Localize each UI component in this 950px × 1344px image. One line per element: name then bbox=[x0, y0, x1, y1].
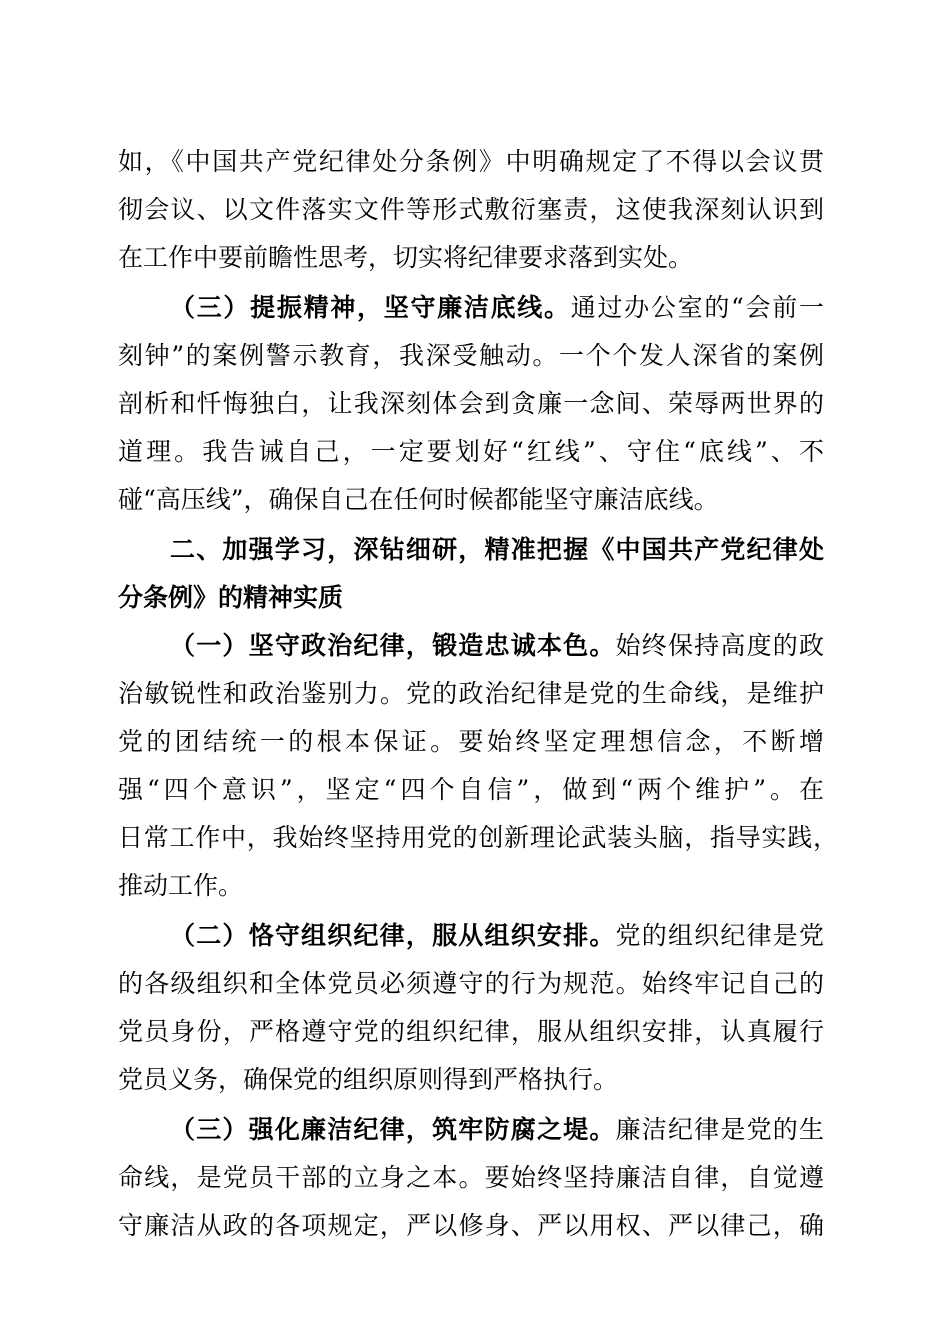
bold-lead: （三）强化廉洁纪律，筑牢防腐之堤。 bbox=[170, 1115, 616, 1144]
text-line: 推动工作。 bbox=[118, 871, 244, 900]
text-line: 党员身份，严格遵守党的组织纪律，服从组织安排，认真履行 bbox=[118, 1017, 824, 1046]
paragraph-lead-line bbox=[170, 626, 824, 666]
text-line: 日常工作中，我始终坚持用党的创新理论武装头脑，指导实践， bbox=[118, 823, 838, 852]
text-line: 如，《中国共产党纪律处分条例》中明确规定了不得以会议贯 bbox=[118, 147, 824, 176]
text-line: 命线，是党员干部的立身之本。要始终坚持廉洁自律，自觉遵 bbox=[118, 1163, 824, 1192]
bold-lead: （二）恪守组织纪律，服从组织安排。 bbox=[170, 921, 616, 950]
lead-rest: 始终保持高度的政 bbox=[615, 631, 824, 660]
bold-lead: （三）提振精神，坚守廉洁底线。 bbox=[170, 293, 571, 322]
text-line: 的各级组织和全体党员必须遵守的行为规范。始终牢记自己的 bbox=[118, 969, 824, 998]
text-line: 道理。我告诫自己，一定要划好“红线”、守住“底线”、不 bbox=[118, 437, 824, 466]
lead-rest: 党的组织纪律是党 bbox=[615, 921, 824, 950]
paragraph-lead-line bbox=[170, 1110, 824, 1150]
text-line: 刻钟”的案例警示教育，我深受触动。一个个发人深省的案例 bbox=[118, 341, 824, 370]
text-line: 碰“高压线”，确保自己在任何时候都能坚守廉洁底线。 bbox=[118, 485, 719, 514]
lead-rest: 通过办公室的“会前一 bbox=[570, 293, 824, 322]
text-line: 治敏锐性和政治鉴别力。党的政治纪律是党的生命线，是维护 bbox=[118, 679, 824, 708]
text-line: 剖析和忏悔独白，让我深刻体会到贪廉一念间、荣辱两世界的 bbox=[118, 389, 824, 418]
text-line: 党的团结统一的根本保证。要始终坚定理想信念，不断增 bbox=[118, 727, 824, 756]
text-line: 强“四个意识”，坚定“四个自信”，做到“两个维护”。在 bbox=[118, 775, 824, 804]
bold-lead: （一）坚守政治纪律，锻造忠诚本色。 bbox=[170, 631, 616, 660]
paragraph-lead-line bbox=[170, 916, 824, 956]
text-line: 党员义务，确保党的组织原则得到严格执行。 bbox=[118, 1065, 619, 1094]
section-heading-line: 分条例》的精神实质 bbox=[118, 583, 344, 612]
text-line: 守廉洁从政的各项规定，严以修身、严以用权、严以律己，确 bbox=[118, 1211, 824, 1240]
lead-rest: 廉洁纪律是党的生 bbox=[615, 1115, 824, 1144]
section-heading-line: 二、加强学习，深钻细研，精准把握《中国共产党纪律处 bbox=[170, 535, 824, 564]
paragraph-lead-line bbox=[170, 288, 824, 328]
text-line: 彻会议、以文件落实文件等形式敷衍塞责，这使我深刻认识到 bbox=[118, 195, 824, 224]
text-line: 在工作中要前瞻性思考，切实将纪律要求落到实处。 bbox=[118, 243, 694, 272]
